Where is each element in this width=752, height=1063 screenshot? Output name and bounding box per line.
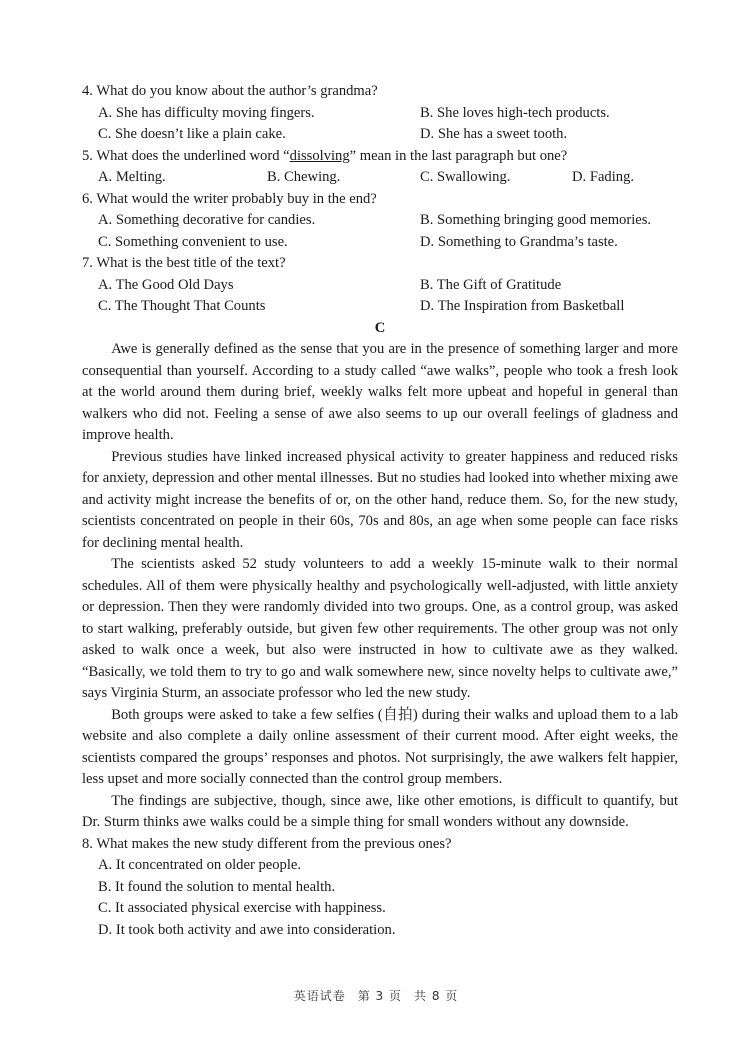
underlined-word: dissolving [289,147,350,164]
option-a: A. Something decorative for candies. [98,212,316,228]
option-a: A. Melting. [98,169,166,185]
option-a: A. It concentrated on older people. [98,857,302,873]
passage-paragraph: The findings are subjective, though, since awe, like other emotions, is difficult to quantify, but Dr. Sturm thinks awe walks could be a simple thing for small wonders without any downside. [82,792,678,830]
footer-total: 共 8 页 [414,989,459,1003]
page-footer [0,987,752,1004]
question-7-stem: 7. What is the best title of the text? [82,255,286,271]
passage-paragraph: Both groups were asked to take a few selfies (自拍) during their walks and upload them to a lab website and also complete a daily online assessment of their current mood. After eight weeks, the scientists compared the groups’ responses and photos. Not surprisingly, the awe walkers felt happier, less upset and more socially connected than the control group members. [82,706,678,787]
option-a: A. She has difficulty moving fingers. [98,104,315,121]
option-c: C. It associated physical exercise with happiness. [98,900,386,916]
footer-page: 第 3 页 [357,989,402,1003]
option-d: D. Something to Grandma’s taste. [420,233,618,250]
question-6-options [82,232,678,254]
question-5-stem [82,146,678,168]
option-c: C. Something convenient to use. [98,233,288,250]
option-b: B. It found the solution to mental health. [98,878,336,895]
option-d: D. She has a sweet tooth. [420,126,568,142]
stem-text: 5. What does the underlined word “ [82,147,290,164]
question-6-options [82,210,678,232]
question-4-options [82,124,678,146]
footer-subject: 英语试卷 [293,989,346,1003]
option-d: D. It took both activity and awe into consideration. [98,921,396,938]
question-6-stem: 6. What would the writer probably buy in the end? [82,190,377,207]
option-b: B. Something bringing good memories. [420,212,652,228]
question-5-options [82,167,678,189]
question-7-options [82,296,678,318]
option-c: C. The Thought That Counts [98,298,266,314]
option-a: A. The Good Old Days [98,276,234,293]
option-b: B. She loves high-tech products. [420,104,610,121]
option-c: C. She doesn’t like a plain cake. [98,126,286,142]
option-d: D. Fading. [572,169,635,185]
question-4-stem: 4. What do you know about the author’s grandma? [82,83,378,99]
question-4-options [82,103,678,125]
option-d: D. The Inspiration from Basketball [420,298,625,314]
passage-paragraph: The scientists asked 52 study volunteers to add a weekly 15-minute walk to their normal schedules. All of them were physically healthy and psychologically well-adjusted, with little anxiety or depression. Then they were randomly divided into two groups. One, as a control group, was asked to start walking, preferably outside, but given few other requirements. The other group was not only asked to walk once a week, but also were instructed in how to cultivate awe as they walked. “Basically, we told them to try to go and walk somewhere new, since novelty helps to cultivate awe,” says Virginia Sturm, an associate professor who led the new study. [82,556,678,701]
option-b: B. The Gift of Gratitude [420,276,562,293]
question-8-stem: 8. What makes the new study different from the previous ones? [82,835,452,852]
option-b: B. Chewing. [267,169,341,185]
stem-text: ” mean in the last paragraph but one? [349,147,568,164]
question-7-options [82,275,678,297]
section-heading: C [374,319,386,336]
passage-paragraph: Awe is generally defined as the sense that you are in the presence of something larger and more consequential than yourself. According to a study called “awe walks”, people who took a fresh look at the world around them during brief, weekly walks felt more upbeat and hopeful in general than walkers who did not. Feeling a sense of awe also seems to up our overall feelings of gladness and improve health. [82,341,678,443]
exam-page [82,81,678,941]
option-c: C. Swallowing. [420,169,511,185]
passage-paragraph: Previous studies have linked increased physical activity to greater happiness and reduced risks for anxiety, depression and other mental illnesses. But no studies had looked into whether mixing awe and activity might increase the benefits of or, on the other hand, reduce them. So, for the new study, scientists concentrated on people in their 60s, 70s and 80s, an age when some people can face risks for declining mental health. [82,448,678,551]
